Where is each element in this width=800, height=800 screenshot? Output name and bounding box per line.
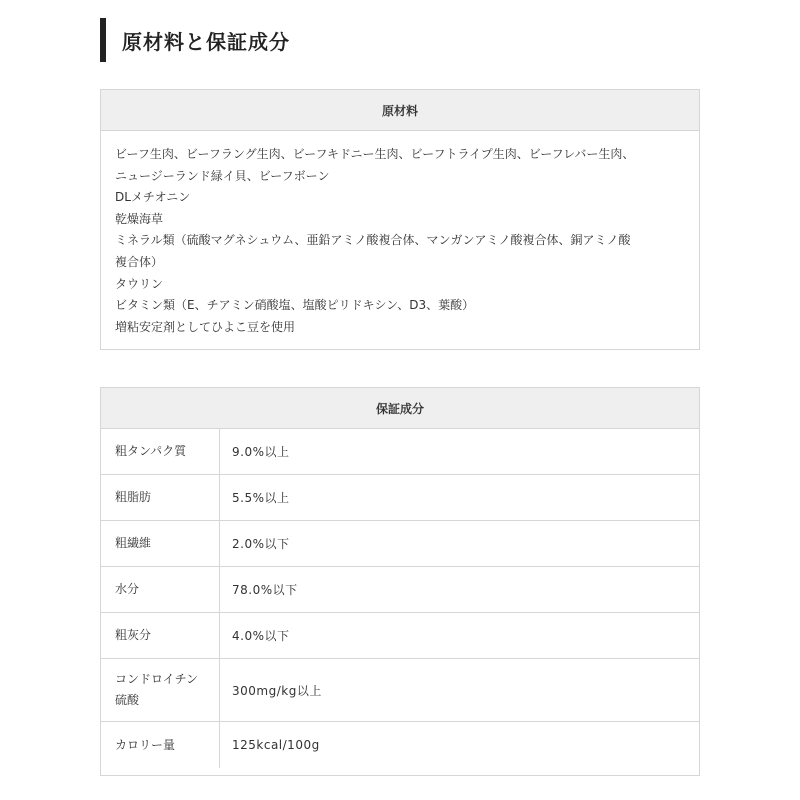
ingredient-line: 乾燥海草: [115, 211, 164, 226]
ingredient-line: ニュージーランド緑イ貝、ビーフボーン: [115, 168, 330, 183]
nutrient-name: 粗繊維: [101, 521, 220, 566]
table-row: [101, 613, 699, 659]
table-row: [101, 722, 699, 768]
table-row: [101, 567, 699, 613]
nutrient-value: 78.0%以下: [232, 583, 298, 597]
nutrient-value: 5.5%以上: [232, 491, 290, 505]
ingredient-line: ビタミン類（E、チアミン硝酸塩、塩酸ピリドキシン、D3、葉酸）: [115, 298, 475, 313]
guarantee-table: [100, 387, 700, 776]
ingredients-table: [100, 89, 700, 350]
nutrient-value: 4.0%以下: [232, 629, 290, 643]
nutrient-name: 粗灰分: [101, 613, 220, 658]
ingredient-line: 複合体）: [115, 254, 164, 269]
table-row: [101, 521, 699, 567]
table-row: [101, 659, 699, 722]
nutrient-value: 125kcal/100g: [232, 738, 320, 752]
ingredient-line: ミネラル類（硫酸マグネシュウム、亜鉛アミノ酸複合体、マンガンアミノ酸複合体、銅アミノ酸: [115, 233, 631, 248]
nutrient-name: 水分: [101, 567, 220, 612]
table-row: [101, 475, 699, 521]
ingredient-line: ビーフ生肉、ビーフラング生肉、ビーフキドニー生肉、ビーフトライプ生肉、ビーフレバー生肉、: [115, 147, 635, 161]
nutrient-name: 粗脂肪: [101, 475, 220, 520]
table-row: [101, 429, 699, 475]
ingredients-header: 原材料: [101, 90, 699, 131]
ingredient-line: タウリン: [115, 276, 164, 291]
nutrient-value: 2.0%以下: [232, 537, 290, 551]
nutrient-name: カロリー量: [101, 722, 220, 768]
nutrient-value: 300mg/kg以上: [232, 683, 322, 698]
page-title: 原材料と保証成分: [122, 29, 290, 54]
nutrient-value: 9.0%以上: [232, 445, 290, 459]
ingredient-line: DLメチオニン: [115, 190, 191, 205]
nutrient-name-line: コンドロイチン: [115, 672, 199, 686]
nutrient-name: 粗タンパク質: [101, 429, 220, 474]
nutrient-name-line: 硫酸: [115, 693, 140, 707]
ingredients-list: [101, 131, 699, 338]
nutrient-name: [101, 659, 220, 721]
guarantee-header: 保証成分: [101, 388, 699, 429]
section-heading: [100, 18, 290, 62]
ingredient-line: 増粘安定剤としてひよこ豆を使用: [115, 319, 296, 334]
